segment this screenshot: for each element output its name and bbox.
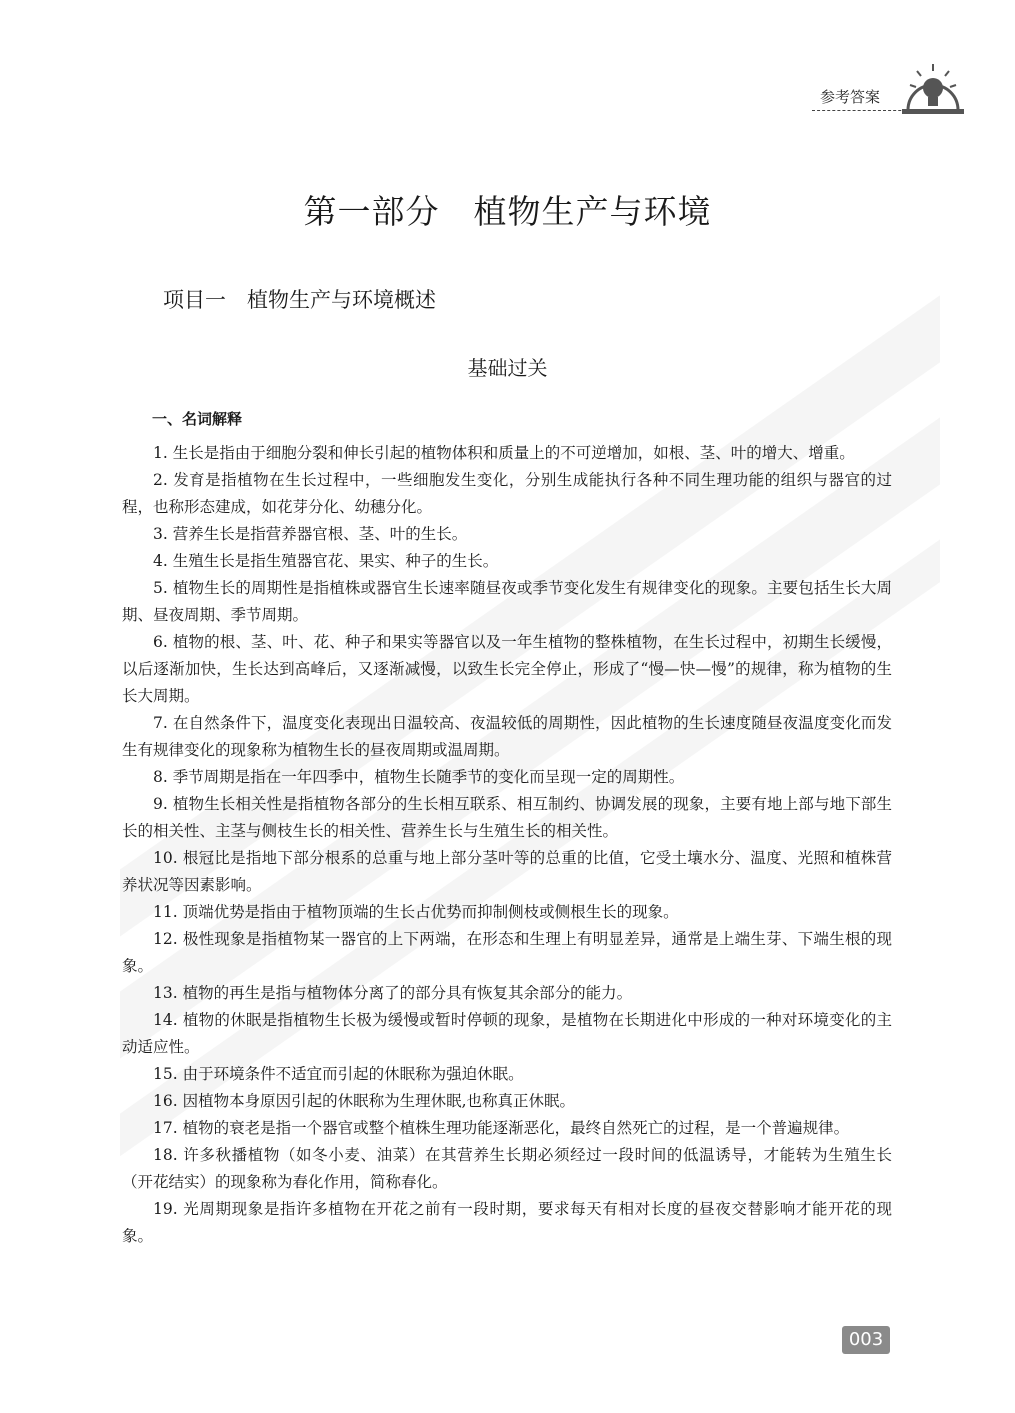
project-title: 项目一 植物生产与环境概述 [163,288,436,312]
definition-item: 17. 植物的衰老是指一个器官或整个植株生理功能逐渐恶化，最终自然死亡的过程，是一个普遍规律。 [153,1119,850,1137]
definition-item: 1. 生长是指由于细胞分裂和伸长引起的植物体积和质量上的不可逆增加，如根、茎、叶的增大、增重。 [153,444,855,462]
definition-item: 8. 季节周期是指在一年四季中，植物生长随季节的变化而呈现一定的周期性。 [153,768,685,786]
definition-item: 12. 极性现象是指植物某一器官的上下两端，在形态和生理上有明显差异，通常是上端生芽、下端生根的现象。 [122,930,892,975]
definition-item: 16. 因植物本身原因引起的休眠称为生理休眠,也称真正休眠。 [153,1092,576,1110]
page-number: 003 [842,1326,890,1354]
definition-item: 9. 植物生长相关性是指植物各部分的生长相互联系、相互制约、协调发展的现象，主要有地上部与地下部生长的相关性、主茎与侧枝生长的相关性、营养生长与生殖生长的相关性。 [122,795,892,840]
definition-item: 18. 许多秋播植物（如冬小麦、油菜）在其营养生长期必须经过一段时间的低温诱导，才能转为生殖生长（开花结实）的现象称为春化作用，简称春化。 [122,1146,892,1191]
definition-item: 10. 根冠比是指地下部分根系的总重与地上部分茎叶等的总重的比值，它受土壤水分、温度、光照和植株营养状况等因素影响。 [122,849,892,894]
definition-item: 5. 植物生长的周期性是指植株或器官生长速率随昼夜或季节变化发生有规律变化的现象。主要包括生长大周期、昼夜周期、季节周期。 [122,579,892,624]
definition-item: 11. 顶端优势是指由于植物顶端的生长占优势而抑制侧枝或侧根生长的现象。 [153,903,679,921]
definition-item: 13. 植物的再生是指与植物体分离了的部分具有恢复其余部分的能力。 [153,984,633,1002]
definition-item: 3. 营养生长是指营养器官根、茎、叶的生长。 [153,525,468,543]
header-label: 参考答案 [820,88,881,106]
definition-item: 19. 光周期现象是指许多植物在开花之前有一段时期，要求每天有相对长度的昼夜交替影响才能开花的现象。 [122,1200,892,1245]
definition-item: 4. 生殖生长是指生殖器官花、果实、种子的生长。 [153,552,499,570]
subsection-title: 一、名词解释 [152,410,243,428]
definition-item: 7. 在自然条件下，温度变化表现出日温较高、夜温较低的周期性，因此植物的生长速度随昼夜温度变化而发生有规律变化的现象称为植物生长的昼夜周期或温周期。 [122,714,892,759]
definition-list [122,440,892,1250]
definition-item: 2. 发育是指植物在生长过程中，一些细胞发生变化，分别生成能执行各种不同生理功能的组织与器官的过程，也称形态建成，如花芽分化、幼穗分化。 [122,471,892,516]
definition-item: 15. 由于环境条件不适宜而引起的休眠称为强迫休眠。 [153,1065,524,1083]
section-title: 基础过关 [467,356,548,380]
part-title: 第一部分 植物生产与环境 [303,192,712,231]
lightbulb-icon [902,60,964,114]
definition-item: 6. 植物的根、茎、叶、花、种子和果实等器官以及一年生植物的整株植物，在生长过程中，初期生长缓慢，以后逐渐加快，生长达到高峰后，又逐渐减慢，以致生长完全停止，形成了“慢—快—慢”的规律，称为植物的生长大周期。 [122,633,892,705]
definition-item: 14. 植物的休眠是指植物生长极为缓慢或暂时停顿的现象，是植物在长期进化中形成的一种对环境变化的主动适应性。 [122,1011,892,1056]
